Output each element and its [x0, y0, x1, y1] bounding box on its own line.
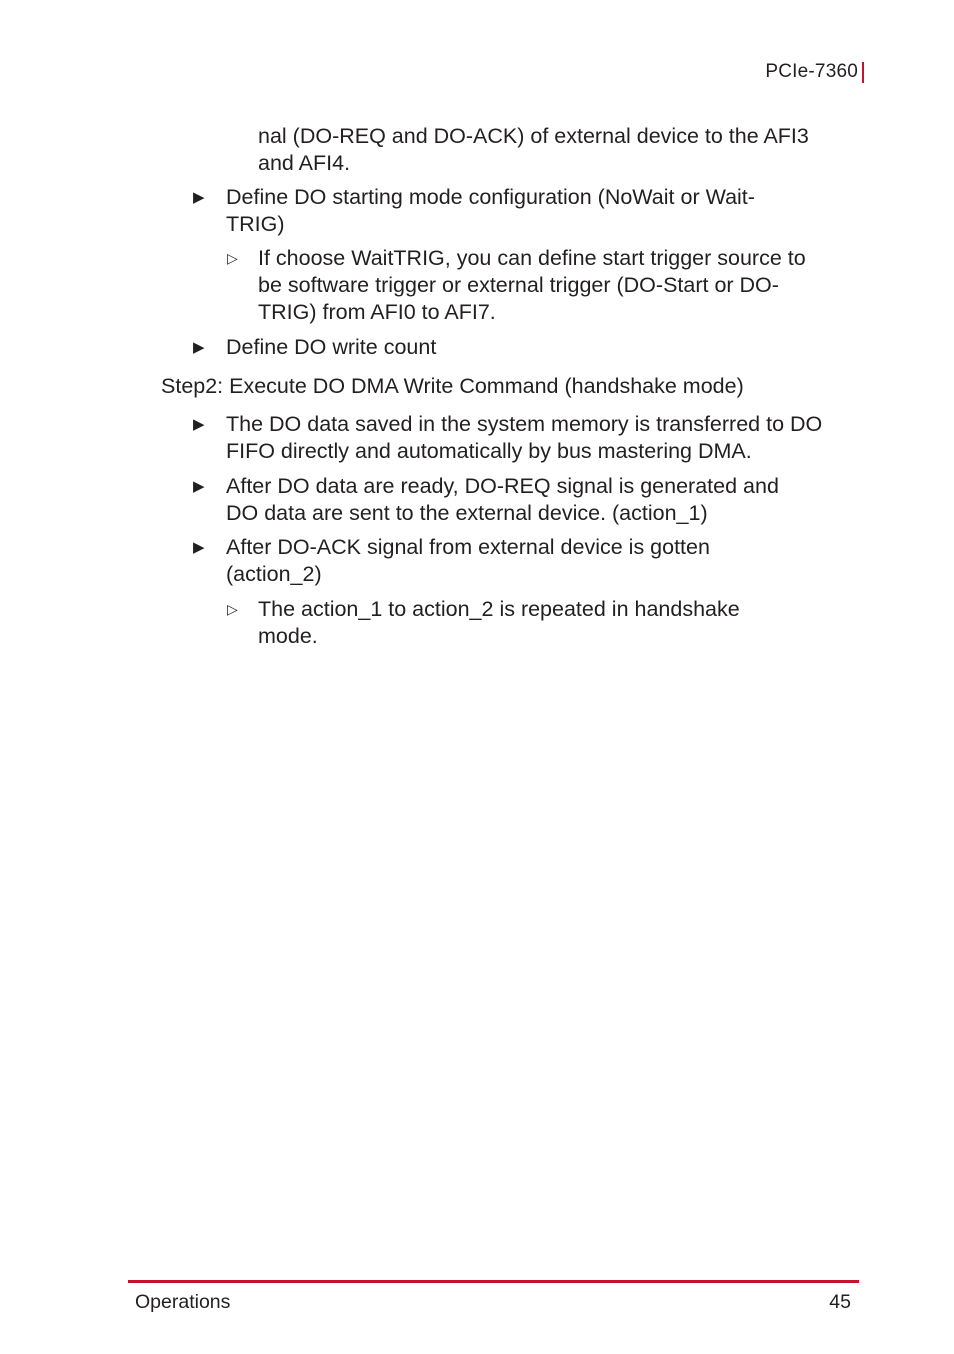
bullet-marker-icon: ▶: [193, 339, 205, 356]
bullet-do-write-count: Define DO write count: [226, 335, 437, 359]
sub-bullet-marker-icon: ▷: [227, 250, 238, 266]
header-product-name: PCIe-7360: [765, 61, 858, 82]
bullet-marker-icon: ▶: [193, 539, 205, 556]
sub-bullet-waittrig: If choose WaitTRIG, you can define start trigger source to be software trigger or external trigger (DO-Start or DO-TRIG) from AFI0 to AFI7.: [258, 246, 806, 324]
footer-page-number: 45: [829, 1291, 851, 1313]
footer-rule: [128, 1280, 859, 1283]
bullet-marker-icon: ▶: [193, 189, 205, 206]
bullet-marker-icon: ▶: [193, 478, 205, 495]
bullet-do-starting-mode: Define DO starting mode configuration (NoWait or Wait-TRIG): [226, 185, 755, 236]
footer-section-name: Operations: [135, 1291, 231, 1313]
bullet-do-ack-gotten: After DO-ACK signal from external device is gotten (action_2): [226, 535, 710, 586]
header-accent-bar: [862, 62, 864, 83]
continued-paragraph: nal (DO-REQ and DO-ACK) of external device to the AFI3 and AFI4.: [258, 124, 809, 175]
bullet-do-req-generated: After DO data are ready, DO-REQ signal is generated and DO data are sent to the external device. (action_1): [226, 474, 779, 525]
bullet-do-data-transfer: The DO data saved in the system memory is transferred to DO FIFO directly and automatically by bus mastering DMA.: [226, 412, 823, 463]
sub-bullet-repeated-handshake: The action_1 to action_2 is repeated in handshake mode.: [258, 597, 740, 648]
bullet-marker-icon: ▶: [193, 416, 205, 433]
sub-bullet-marker-icon: ▷: [227, 601, 238, 617]
step2-heading: Step2: Execute DO DMA Write Command (handshake mode): [161, 374, 744, 398]
